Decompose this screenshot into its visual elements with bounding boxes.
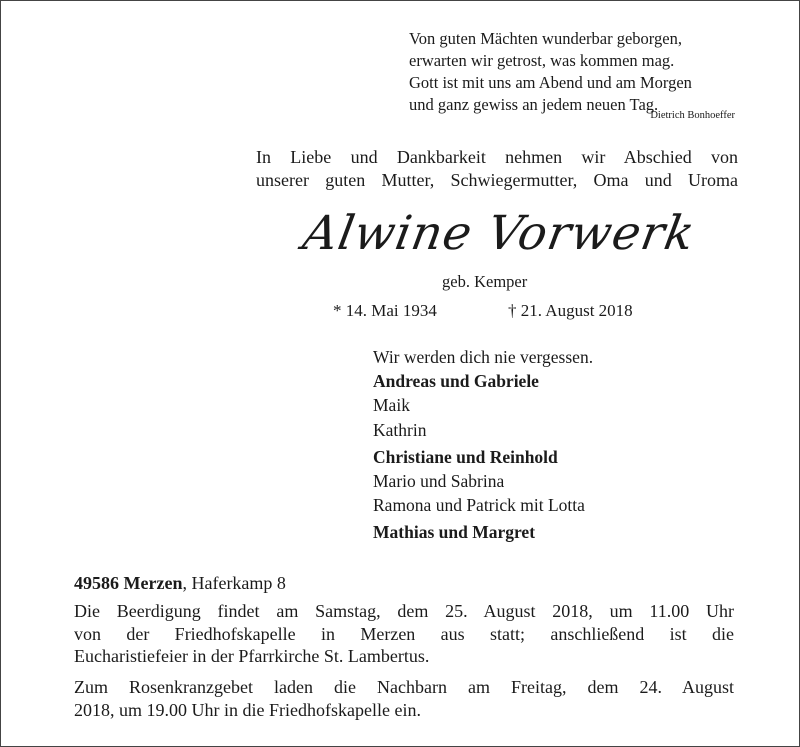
- poem-line: und ganz gewiss an jedem neuen Tag.: [409, 95, 659, 114]
- intro-text: [256, 146, 738, 192]
- poem-author: Dietrich Bonhoeffer: [650, 110, 735, 121]
- intro-line: unserer guten Mutter, Schwiegermutter, Oma und Uroma: [256, 170, 738, 190]
- rosary-line: Zum Rosenkranzgebet laden die Nachbarn am Freitag, dem 24. August: [74, 677, 734, 697]
- address-street: , Haferkamp 8: [182, 573, 286, 593]
- mourner-member: Ramona und Patrick mit Lotta: [373, 495, 585, 516]
- mourner-group-head: Andreas und Gabriele: [373, 371, 539, 392]
- poem-line: Gott ist mit uns am Abend und am Morgen: [409, 73, 692, 92]
- funeral-line: von der Friedhofskapelle in Merzen aus statt; anschließend ist die: [74, 623, 734, 644]
- mourner-group-head: Mathias und Margret: [373, 522, 536, 543]
- mourner-member: Kathrin: [373, 419, 427, 440]
- poem: [409, 28, 739, 116]
- death-date: † 21. August 2018: [508, 301, 633, 320]
- mourner-member: Mario und Sabrina: [373, 471, 505, 492]
- mourners-motto: Wir werden dich nie vergessen.: [373, 347, 594, 367]
- cross-icon: [66, 92, 206, 454]
- funeral-info: [74, 600, 734, 668]
- mourner-group-head: Christiane und Reinhold: [373, 446, 558, 467]
- birth-date: * 14. Mai 1934: [333, 301, 437, 320]
- deceased-name: Alwine Vorwerk: [298, 206, 700, 261]
- funeral-line: Die Beerdigung findet am Samstag, dem 25. August 2018, um 11.00 Uhr: [74, 601, 734, 621]
- maiden-name: geb. Kemper: [442, 272, 528, 291]
- address-city: 49586 Merzen: [74, 573, 183, 593]
- address: [74, 573, 286, 594]
- intro-line: In Liebe und Dankbarkeit nehmen wir Abschied von: [256, 147, 738, 167]
- rosary-line: 2018, um 19.00 Uhr in die Friedhofskapelle ein.: [74, 699, 421, 720]
- mourners-list: [373, 345, 593, 545]
- rosary-info: [74, 676, 734, 721]
- poem-line: Von guten Mächten wunderbar geborgen,: [409, 29, 682, 48]
- poem-line: erwarten wir getrost, was kommen mag.: [409, 51, 675, 70]
- mourner-member: Maik: [373, 395, 410, 416]
- funeral-line: Eucharistiefeier in der Pfarrkirche St. Lambertus.: [74, 646, 430, 666]
